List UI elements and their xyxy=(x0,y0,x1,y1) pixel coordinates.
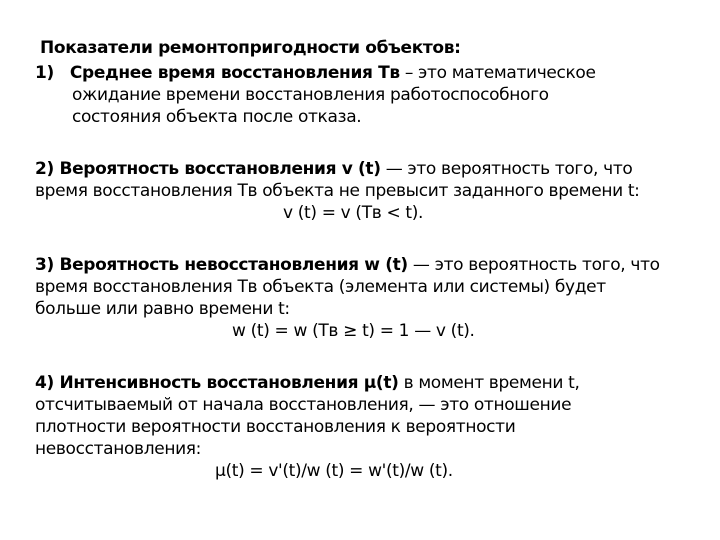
item-3-formula: w (t) = w (Тв ≥ t) = 1 — v (t). xyxy=(232,321,475,341)
item-1-number: 1) xyxy=(35,63,54,83)
item-1-term: Среднее время восстановления Тв xyxy=(69,63,400,83)
item-1-text-1: – это математическое xyxy=(399,63,596,83)
slide-title: Показатели ремонтопригодности объектов: xyxy=(40,38,461,58)
item-1-text-2: ожидание времени восстановления работоспособного xyxy=(72,85,549,105)
item-4-formula: μ(t) = v'(t)/w (t) = w'(t)/w (t). xyxy=(215,461,453,481)
item-3-text-3: больше или равно времени t: xyxy=(35,299,290,319)
item-2-text-2: время восстановления Тв объекта не превысит заданного времени t: xyxy=(35,181,640,201)
item-4-text-1: в момент времени t, xyxy=(398,373,580,393)
item-4-first-line xyxy=(35,373,580,393)
item-4-text-4: невосстановления: xyxy=(35,439,202,459)
item-3-text-2: время восстановления Тв объекта (элемента или системы) будет xyxy=(35,277,606,297)
item-1-text-3: состояния объекта после отказа. xyxy=(72,107,362,127)
item-4-text-2: отсчитываемый от начала восстановления, — это отношение xyxy=(35,395,572,415)
item-4-text-3: плотности вероятности восстановления к вероятности xyxy=(35,417,516,437)
item-2-formula: v (t) = v (Тв < t). xyxy=(283,203,424,223)
item-3-first-line xyxy=(35,255,660,275)
item-3-text-1: — это вероятность того, что xyxy=(407,255,660,275)
item-2-term: 2) Вероятность восстановления v (t) xyxy=(35,159,381,179)
item-2-first-line xyxy=(35,159,632,179)
item-4-term: 4) Интенсивность восстановления μ(t) xyxy=(35,373,399,393)
item-2-text-1: — это вероятность того, что xyxy=(380,159,633,179)
item-3-term: 3) Вероятность невосстановления w (t) xyxy=(35,255,408,275)
item-1-first-line xyxy=(35,63,596,83)
